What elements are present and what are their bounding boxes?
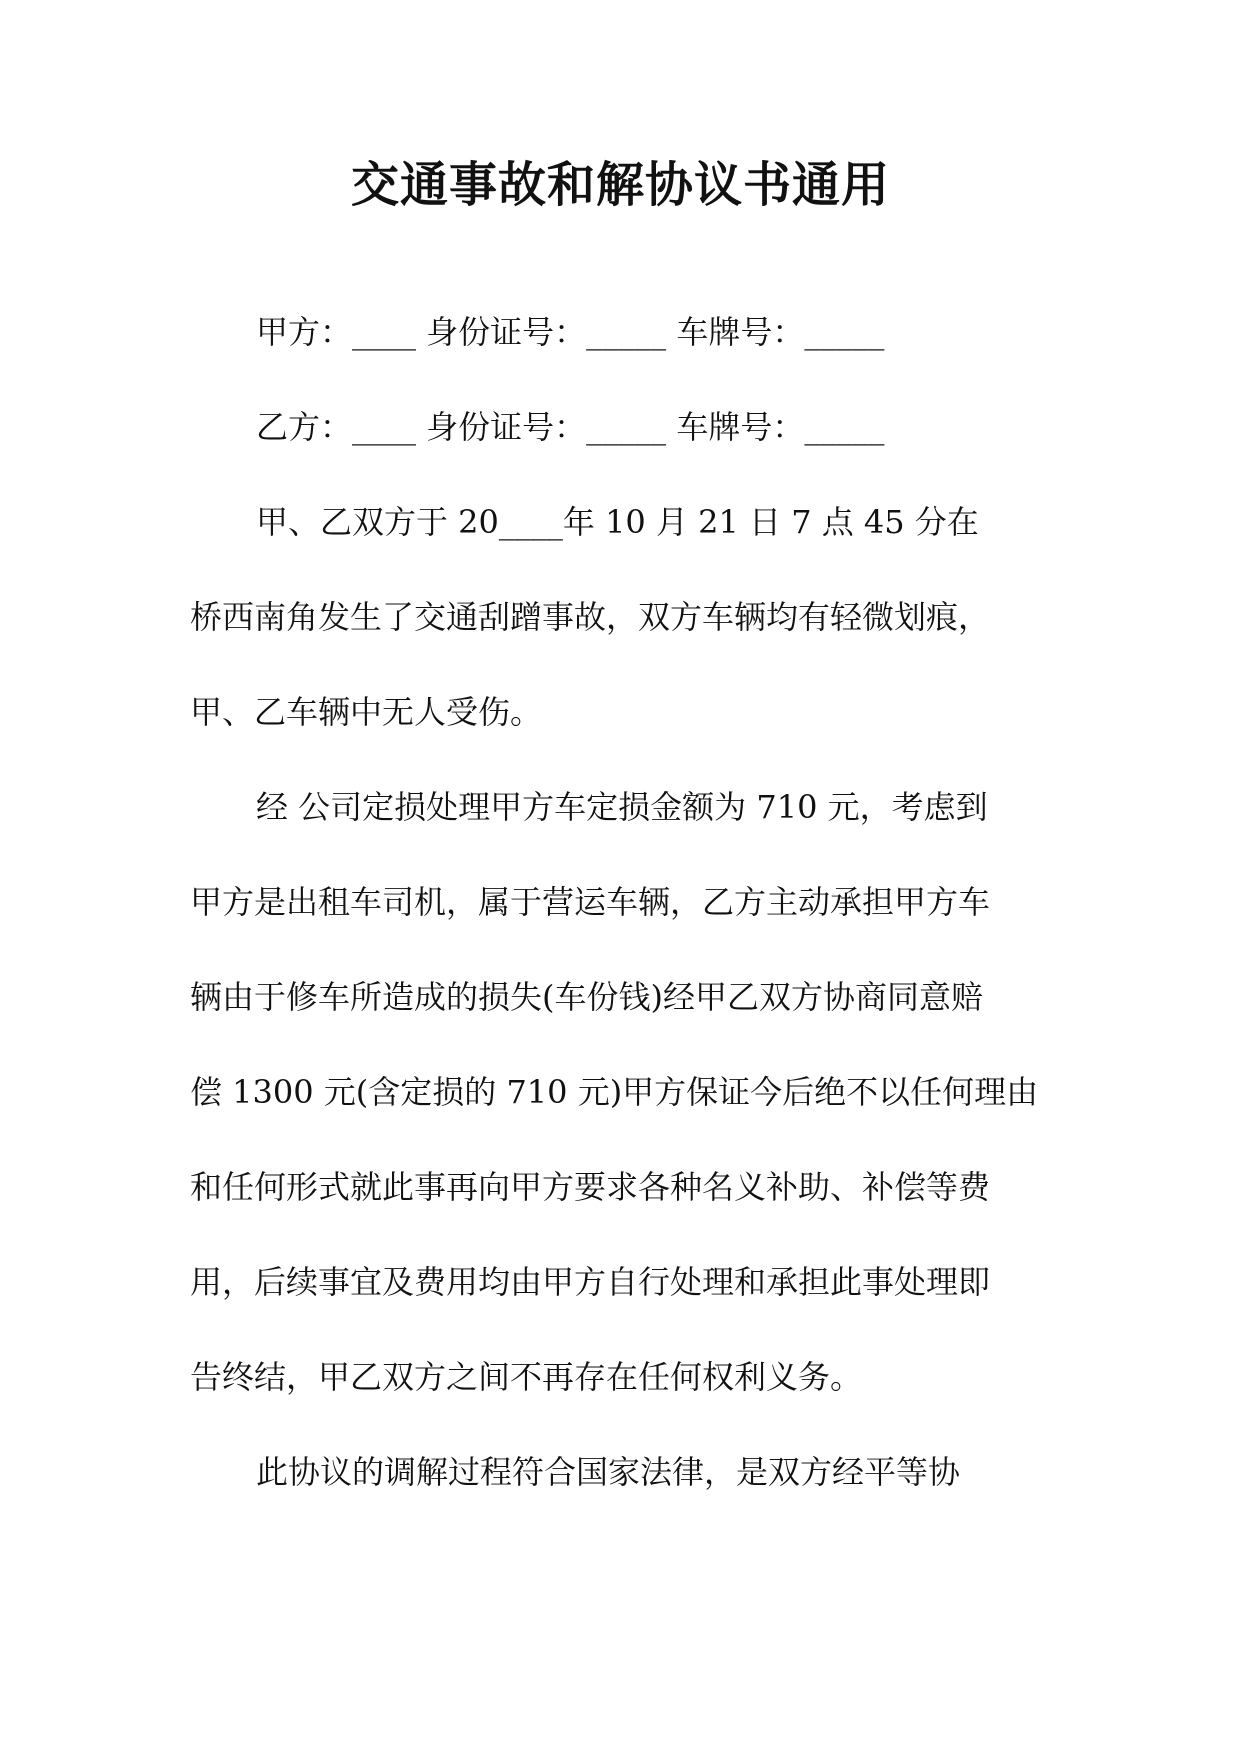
paragraph-3-line: 此协议的调解过程符合国家法律，是双方经平等协 (256, 1453, 961, 1491)
paragraph-2-line: 偿 1300 元(含定损的 710 元)甲方保证今后绝不以任何理由 (190, 1073, 1039, 1111)
paragraph-1-line: 甲、乙车辆中无人受伤。 (190, 693, 543, 731)
party-a-line: 甲方：____ 身份证号：_____ 车牌号：_____ (256, 313, 885, 351)
document-title: 交通事故和解协议书通用 (350, 157, 890, 213)
paragraph-2-line: 辆由于修车所造成的损失(车份钱)经甲乙双方协商同意赔 (190, 978, 983, 1016)
paragraph-1-line: 桥西南角发生了交通刮蹭事故，双方车辆均有轻微划痕， (190, 598, 991, 636)
paragraph-2-line: 用，后续事宜及费用均由甲方自行处理和承担此事处理即 (190, 1263, 991, 1301)
party-b-line: 乙方：____ 身份证号：_____ 车牌号：_____ (256, 408, 885, 446)
paragraph-2-line: 告终结，甲乙双方之间不再存在任何权利义务。 (190, 1358, 863, 1396)
paragraph-2-line: 和任何形式就此事再向甲方要求各种名义补助、补偿等费 (190, 1168, 991, 1206)
paragraph-1-line: 甲、乙双方于 20____年 10 月 21 日 7 点 45 分在 (256, 503, 979, 541)
paragraph-2-line: 甲方是出租车司机，属于营运车辆，乙方主动承担甲方车 (190, 883, 991, 921)
paragraph-2-line: 经 公司定损处理甲方车定损金额为 710 元，考虑到 (256, 788, 988, 826)
